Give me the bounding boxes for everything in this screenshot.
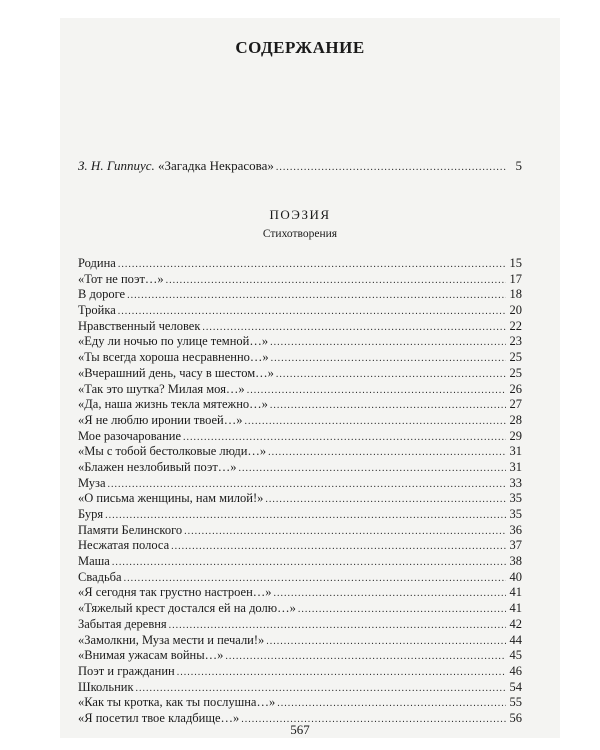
entry-title: «Мы с тобой бестолковые люди…» [78,444,267,459]
entry-title: Школьник [78,679,134,694]
section-heading: ПОЭЗИЯ [269,207,331,222]
toc-entry [78,287,522,303]
entry-title: «Я не люблю иронии твоей…» [78,412,243,427]
entry-title: «Блажен незлобивый поэт…» [78,459,237,474]
dot-leader [112,555,506,571]
book-page [60,18,560,738]
toc-entry [78,554,522,570]
entry-page: 23 [509,334,522,349]
toc-entry [78,585,522,601]
toc-entry [78,382,522,398]
entry-page: 41 [509,601,522,616]
toc-entry [78,272,522,288]
entry-page: 17 [509,271,522,286]
page-title: СОДЕРЖАНИЕ [235,38,365,57]
page-number: 567 [290,722,310,737]
toc-entry [78,601,522,617]
dot-leader [127,288,506,304]
toc-entry [78,303,522,319]
entry-title: «О письма женщины, нам милой!» [78,491,264,506]
dot-leader [265,492,506,508]
entry-page: 35 [509,491,522,506]
entry-title: «Да, наша жизнь текла мятежно…» [78,397,268,412]
entry-page: 15 [509,256,522,270]
subsection-heading: Стихотворения [262,228,338,240]
dot-leader [177,665,506,681]
entry-title: «Как ты кротка, как ты послушна…» [78,695,276,710]
entry-page: 33 [509,475,522,490]
toc-content [78,36,522,737]
dot-leader [271,351,506,367]
intro-page: 5 [515,158,522,173]
entry-page: 35 [509,507,522,521]
toc-entry [78,476,522,492]
entry-title: Забытая деревня [78,616,167,631]
entry-page: 31 [509,444,522,459]
entry-title: Муза [78,475,106,490]
dot-leader [277,696,506,712]
toc-entry [78,507,522,523]
intro-author: З. Н. Гиппиус. [78,158,155,173]
entry-page: 27 [509,397,522,412]
entry-page: 20 [509,303,522,318]
entry-title: Несжатая полоса [78,538,170,553]
entry-title: Буря [78,507,104,521]
entry-page: 29 [509,428,522,443]
toc-entry [78,695,522,711]
toc-entry [78,319,522,335]
entry-title: «Вчерашний день, часу в шестом…» [78,365,274,380]
intro-entry [78,158,522,176]
toc-entry [78,460,522,476]
entry-title: «Тяжелый крест достался ей на долю…» [78,601,296,616]
toc-entry [78,397,522,413]
entry-page: 56 [509,710,522,725]
dot-leader [244,414,506,430]
entry-page: 26 [509,381,522,396]
entry-title: Поэт и гражданин [78,663,175,678]
entry-page: 55 [509,695,522,710]
dot-leader [274,586,506,602]
dot-leader [270,398,506,414]
dot-leader [268,445,506,461]
entry-page: 45 [509,648,522,663]
dot-leader [202,320,506,336]
entry-title: Свадьба [78,569,122,584]
entry-page: 22 [509,318,522,333]
entry-title: «Еду ли ночью по улице темной…» [78,334,269,349]
entry-title: Нравственный человек [78,318,201,333]
toc-entry [78,429,522,445]
entry-page: 36 [509,522,522,537]
dot-leader [247,383,506,399]
dot-leader [298,602,506,618]
toc-entry [78,538,522,554]
entry-page: 54 [509,679,522,694]
toc-entry [78,570,522,586]
entry-title: Родина [78,256,116,270]
entry-title: «Я посетил твое кладбище…» [78,710,240,725]
dot-leader [270,335,506,351]
entry-page: 25 [509,350,522,365]
entry-page: 25 [509,365,522,380]
dot-leader [118,304,506,320]
toc-entry [78,648,522,664]
entry-page: 31 [509,459,522,474]
dot-leader [184,524,506,540]
dot-leader [239,461,506,477]
toc-entry [78,523,522,539]
dot-leader [276,367,506,383]
entry-page: 42 [509,616,522,631]
dot-leader [105,508,506,524]
entry-page: 38 [509,554,522,569]
toc-entry [78,334,522,350]
dot-leader [108,477,506,493]
entry-title: «Так это шутка? Милая моя…» [78,381,245,396]
dot-leader [276,160,506,176]
dot-leader [266,634,506,650]
entry-title: «Ты всегда хороша несравненно…» [78,350,269,365]
toc-list [78,256,522,727]
entry-page: 37 [509,538,522,553]
entry-page: 41 [509,585,522,600]
toc-entry [78,413,522,429]
entry-title: В дороге [78,287,126,302]
entry-page: 44 [509,632,522,647]
dot-leader [225,649,506,665]
entry-title: «Тот не поэт…» [78,271,164,286]
entry-title: «Я сегодня так грустно настроен…» [78,585,272,600]
dot-leader [171,539,506,555]
entry-title: Маша [78,554,110,569]
entry-page: 18 [509,287,522,302]
dot-leader [169,618,506,634]
toc-entry [78,664,522,680]
entry-title: Тройка [78,303,116,318]
entry-page: 28 [509,412,522,427]
toc-entry [78,633,522,649]
toc-entry [78,444,522,460]
dot-leader [136,681,506,697]
toc-entry [78,366,522,382]
toc-entry [78,617,522,633]
dot-leader [118,257,506,273]
entry-title: Памяти Белинского [78,522,183,537]
dot-leader [124,571,506,587]
dot-leader [166,273,506,289]
entry-title: «Внимая ужасам войны…» [78,648,224,663]
entry-title: Мое разочарование [78,428,182,443]
intro-title: «Загадка Некрасова» [158,158,274,173]
dot-leader [183,430,506,446]
entry-page: 40 [509,569,522,584]
toc-entry [78,256,522,272]
entry-page: 46 [509,663,522,678]
entry-title: «Замолкни, Муза мести и печали!» [78,632,265,647]
toc-entry [78,350,522,366]
toc-entry [78,491,522,507]
toc-entry [78,680,522,696]
